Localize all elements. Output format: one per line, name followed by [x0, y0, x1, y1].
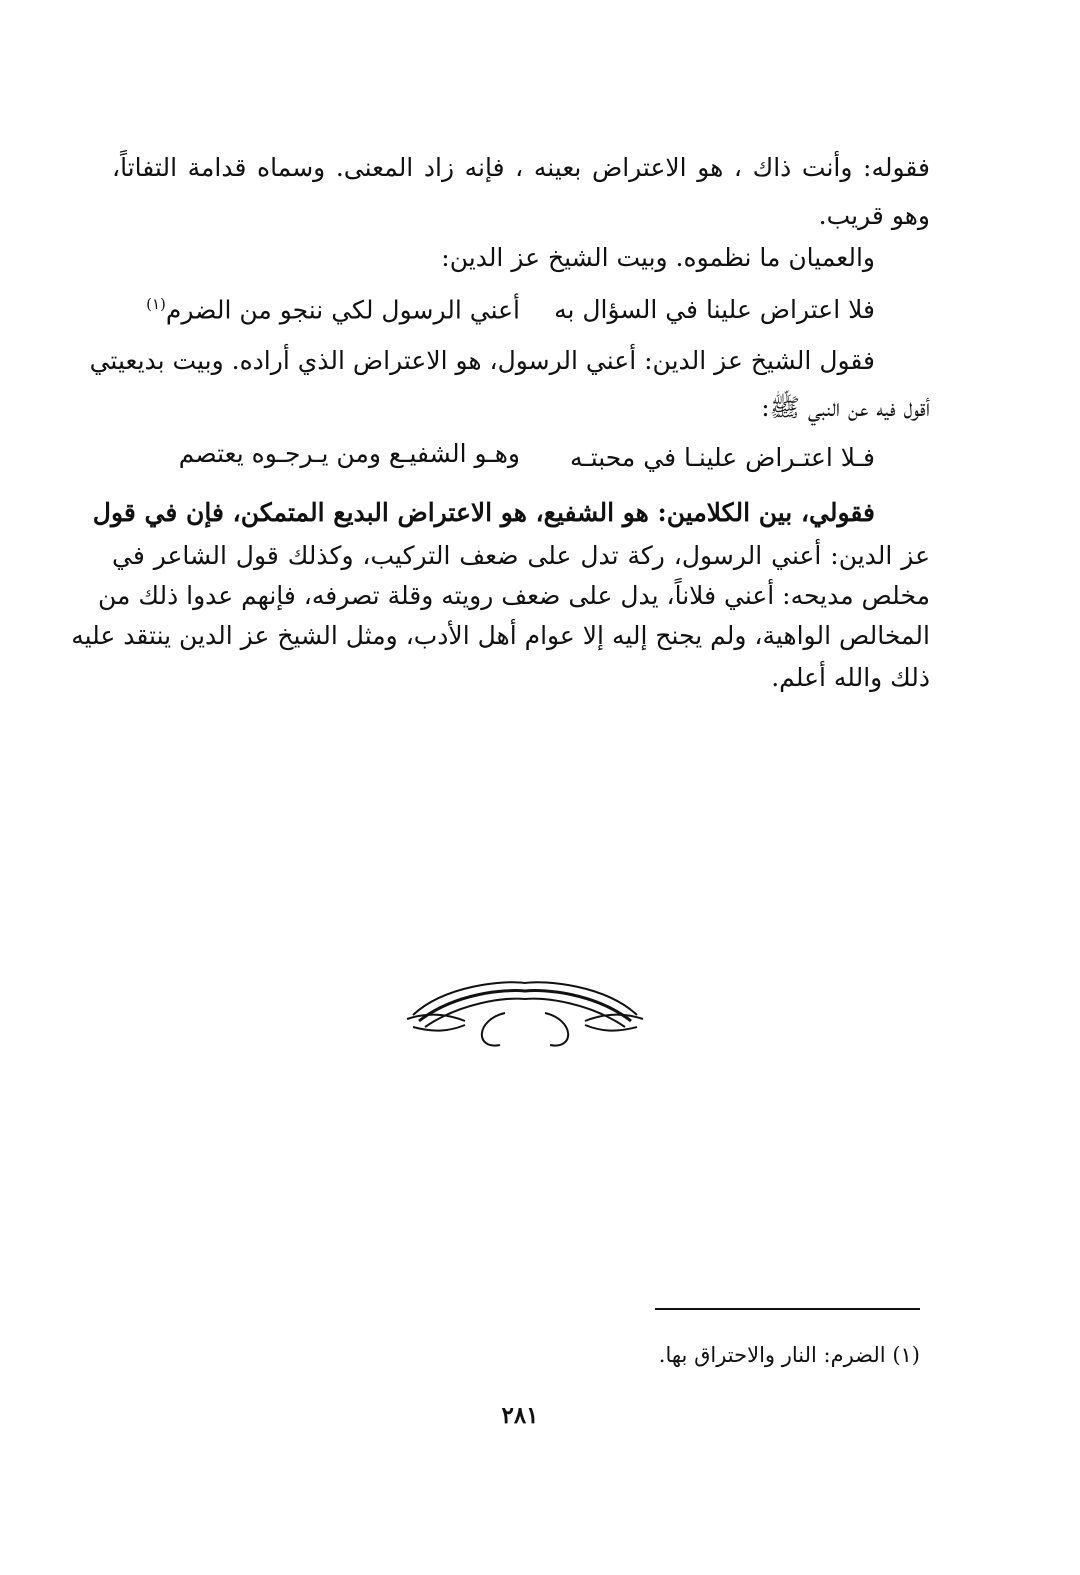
- footnote-marker: (١): [892, 1343, 920, 1367]
- verse-1-second-hemistich: [146, 286, 520, 328]
- verse-1-second-text: أعني الرسول لكي ننجو من الضرم: [165, 295, 520, 325]
- body-line-9: المخالص الواهية، ولم يجنح إليه إلا عوام أهل الأدب، ومثل الشيخ عز الدين ينتقد عليه: [71, 621, 930, 650]
- body-line-2: وهو قريب.: [818, 201, 930, 230]
- body-line-5: أقول فيه عن النبي ﷺ:: [761, 393, 930, 422]
- footnote-separator: [655, 1308, 920, 1310]
- verse-2-second-hemistich: وهـو الشفيـع ومن يـرجـوه يعتصم: [178, 439, 520, 468]
- verse-2-first-hemistich: فـلا اعتـراض علينـا في محبتـه: [569, 443, 875, 472]
- body-line-6: فقولي، بين الكلامين: هو الشفيع، هو الاعتراض البديع المتمكن، فإن في قول: [92, 498, 875, 527]
- footnote-text: الضرم: النار والاحتراق بها.: [658, 1343, 886, 1367]
- body-line-4: فقول الشيخ عز الدين: أعني الرسول، هو الاعتراض الذي أراده. وبيت بديعيتي: [89, 346, 875, 375]
- ornament-divider: [405, 975, 645, 1065]
- verse-1-first-hemistich: فلا اعتراض علينا في السؤال به: [554, 295, 875, 324]
- body-line-10: ذلك والله أعلم.: [771, 663, 930, 692]
- body-line-1: فقوله: وأنت ذاك ، هو الاعتراض بعينه ، فإنه زاد المعنى. وسماه قدامة التفاتاً،: [112, 153, 930, 182]
- footnote: [659, 1340, 920, 1370]
- body-line-8: مخلص مديحه: أعني فلاناً، يدل على ضعف رويته وقلة تصرفه، فإنهم عدوا ذلك من: [98, 581, 930, 610]
- body-line-3: والعميان ما نظموه. وبيت الشيخ عز الدين:: [441, 243, 875, 272]
- page-number: ٢٨١: [501, 1402, 539, 1429]
- footnote-reference: (١): [146, 295, 166, 313]
- body-line-7: عز الدين: أعني الرسول، ركة تدل على ضعف التركيب، وكذلك قول الشاعر في: [112, 541, 930, 570]
